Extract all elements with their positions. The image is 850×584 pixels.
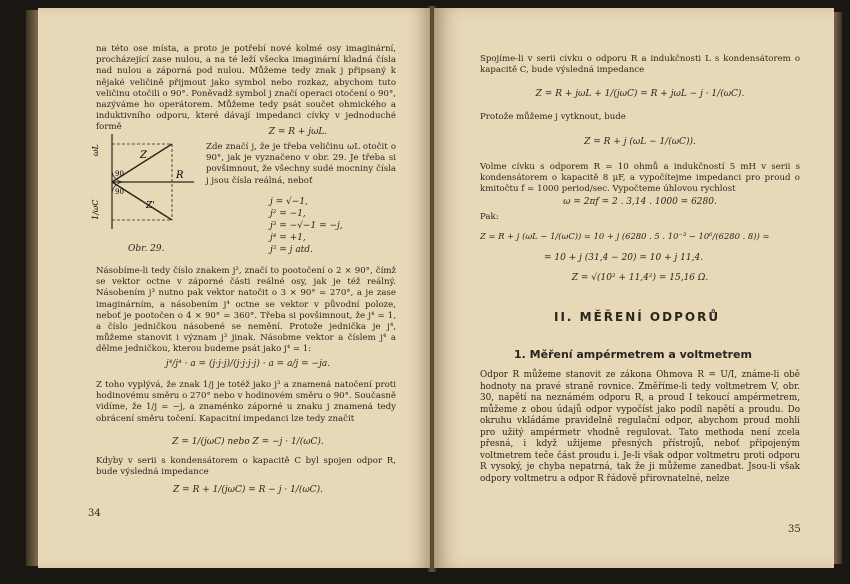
right-page bbox=[434, 8, 834, 568]
pak-label: Pak: bbox=[480, 212, 499, 222]
right-paragraph-1: Spojíme-li v serii cívku o odporu R a indukčnosti L s kondensátorem o kapacitě C, bude výsledná impedance bbox=[480, 54, 800, 76]
label-90-bottom: 90 bbox=[115, 188, 124, 196]
left-paragraph-2: Zde značí j, že je třeba veličinu ωL otočit o 90°, jak je vyznačeno v obr. 29. Je třeba si povšimnout, že všechny sudé mocniny čísla j jsou čísla reálná, neboť bbox=[206, 142, 396, 186]
label-z: Z bbox=[140, 150, 147, 161]
power-j3: j³ = −√−1 = −j, bbox=[270, 221, 343, 231]
label-r: R bbox=[176, 170, 184, 181]
right-paragraph-2: Protože můžeme j vytknout, bude bbox=[480, 112, 626, 122]
left-page bbox=[38, 8, 430, 568]
left-paragraph-5: Kdyby v serii s kondensátorem o kapacitě C byl spojen odpor R, bude výsledná impedance bbox=[96, 456, 396, 478]
power-j1: j = √−1, bbox=[270, 197, 308, 207]
right-equation-1: Z = R + jωL + 1/(jωC) = R + jωL − j · 1/(ωC). bbox=[535, 89, 745, 99]
right-equation-3: ω = 2πf = 2 . 3,14 . 1000 = 6280. bbox=[563, 197, 717, 207]
label-omega-l: ωL bbox=[91, 144, 100, 156]
power-j2: j² = −1, bbox=[270, 209, 306, 219]
left-paragraph-1: na této ose místa, a proto je potřebí nové kolmé osy imaginární, procházející zase nulou, a na té leží všecka imaginární kladná čísla nad nulou a záporná pod nulou. Můžeme tedy znak j připsaný k nějaké veličině přijmout jako symbol nebo rozkaz, abychom tuto veličinu otočili o 90°. Poněvadž symbol j značí operaci otočení o 90°, nazýváme ho operátorem. Můžeme tedy psát součet ohmického a induktivního odporu, které dávají impedanci cívky v jednoduché formě bbox=[96, 44, 396, 133]
label-90-top: 90 bbox=[115, 170, 124, 178]
right-equation-6: Z = √(10² + 11,4²) = 15,16 Ω. bbox=[571, 273, 709, 283]
left-page-number: 34 bbox=[88, 508, 101, 519]
left-equation-1: Z = R + jωL. bbox=[268, 127, 328, 137]
left-equation-2: j⁴/j⁴ · a = (j·j·j)/(j·j·j·j) · a = a/j = −ja. bbox=[165, 359, 331, 369]
label-z-prime: Z' bbox=[146, 201, 155, 211]
chapter-heading: II. MĚŘENÍ ODPORŮ bbox=[554, 310, 721, 324]
right-paragraph-4: Odpor R můžeme stanovit ze zákona Ohmova R = U/I, známe-li obě hodnoty na pravé straně rovnice. Změříme-li tedy voltmetrem V, obr. 30, napětí na neznámém odporu R, a proud I tekoucí ampérmetrem, můžeme z obou údajů odpor vypočíst jako podíl napětí a proudu. Do okruhu vkládáme pravidelně regulační odpor, abychom proud mohli pro užitý ampérmetr vhodně regulovat. Tato methoda není zcela přesná, i když užijeme přesných přístrojů, neboť připojeným voltmetrem teče část proudu i. Je-li však odpor voltmetru proti odporu R vysoký, je chyba nepatrná, tak že ji můžeme zanedbat. Jsou-li však odpory voltmetru a odpor R řádově přirovnatelné, nelze bbox=[480, 370, 800, 484]
right-paragraph-3: Volme cívku s odporem R = 10 ohmů a indukčností 5 mH v serii s kondensátorem o kapacitě 8 μF, a vypočítejme impedanci pro proud o kmitočtu f = 1000 period/sec. Vypočteme úhlovou rychlost bbox=[480, 162, 800, 195]
figure-29-caption: Obr. 29. bbox=[128, 244, 165, 254]
left-paragraph-3: Násobíme-li tedy číslo znakem j², značí to pootočení o 2 × 90°, čímž se vektor octne v záporné části reálné osy, jak je též reálný. Násobením j³ nutno pak vektor natočit o 3 × 90° = 270°, a je zase imaginárním, a násobením j⁴ octne se vektor v původní poloze, neboť je pootočen o 4 × 90° = 360°. Třeba si povšimnout, že j⁴ = 1, a číslo jedničkou násobené se nemění. Protože jednička je j⁴, můžeme stanovit i význam j³ jinak. Násobme vektor a číslem j⁴ a dělme jedničkou, kterou budeme psát jako j⁴ = 1: bbox=[96, 266, 396, 355]
section-heading: 1. Měření ampérmetrem a voltmetrem bbox=[514, 348, 752, 361]
label-inverse-omega-c: 1/ωC bbox=[91, 199, 100, 220]
right-page-number: 35 bbox=[788, 524, 801, 535]
right-equation-2: Z = R + j (ωL − 1/(ωC)). bbox=[584, 137, 696, 147]
left-equation-3: Z = 1/(jωC) nebo Z = −j · 1/(ωC). bbox=[172, 437, 324, 447]
left-equation-4: Z = R + 1/(jωC) = R − j · 1/(ωC). bbox=[173, 485, 323, 495]
figure-29-vector-diagram bbox=[84, 124, 202, 242]
right-equation-4: Z = R + j (ωL − 1/(ωC)) = 10 + j (6280 . 5 . 10⁻³ − 10⁶/(6280 . 8)) = bbox=[480, 231, 770, 241]
right-equation-5: = 10 + j (31,4 − 20) = 10 + j 11,4. bbox=[544, 253, 704, 263]
left-paragraph-4: Z toho vyplývá, že znak 1/j je totéž jako j³ a znamená natočení proti hodinovému směru o 270° nebo v hodinovém směru o 90°. Současně vidíme, že 1/j = −j, a znaménko záporné u znaku j znamená tedy obrácení směru točení. Kapacitní impedanci lze tedy značit bbox=[96, 380, 396, 424]
power-j4: j⁴ = +1, bbox=[270, 233, 306, 243]
power-j5: j⁵ = j atd. bbox=[270, 245, 313, 255]
powers-of-j-list bbox=[270, 196, 400, 256]
